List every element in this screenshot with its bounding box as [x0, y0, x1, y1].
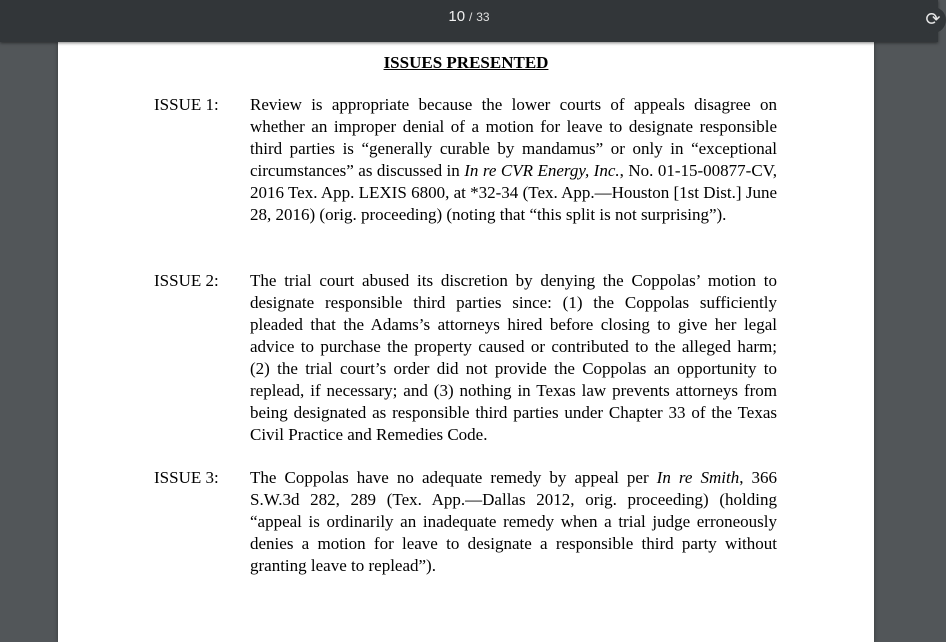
issue-text-run: , No. 01-15-00877-CV, 2016 Tex. App. LEXIS 6800, at *32-34 (Tex. App.—Houston [1st Dist.] June 28, 2016) (orig. proceeding) (noting that “this split is not surprising”).	[250, 161, 778, 224]
total-pages: 33	[476, 10, 490, 24]
issue-text-run: The trial court abused its discretion by denying the Coppolas’ motion to designate responsible third parties since: (1) the Coppolas sufficiently pleaded that the Adams’s attorneys hired before closing to give her legal advice to purchase the property caused or contributed to the alleged harm; (2) the trial court’s order did not provide the Coppolas an opportunity to replead, if necessary; and (3) nothing in Texas law prevents attorneys from being designated as responsible third parties under Chapter 33 of the Texas Civil Practice and Remedies Code.	[250, 271, 777, 444]
document-page	[58, 42, 874, 642]
issue-text-run: Review is appropriate because the lower courts of appeals disagree on whether an improper denial of a motion for leave to designate responsible third parties is “generally curable by mandamus” or only in “exceptional circumstances” as discussed in	[250, 95, 777, 180]
issue-text	[250, 94, 777, 226]
circle-arrow-icon: ⟳	[925, 9, 941, 30]
rotate-button[interactable]	[920, 7, 946, 33]
issue-label: ISSUE 2:	[154, 271, 219, 290]
issue-label: ISSUE 3:	[154, 468, 219, 487]
pdf-toolbar	[0, 0, 941, 42]
case-citation: In re Smith	[656, 468, 740, 487]
current-page-number[interactable]: 10	[448, 8, 466, 25]
issue-text-run: , 366 S.W.3d 282, 289 (Tex. App.—Dallas 2012, orig. proceeding) (holding “appeal is ordinarily an inadequate remedy when a trial judge erroneously denies a motion for leave to designate a responsible third party without granting leave to replead”).	[250, 468, 778, 575]
issue-text	[250, 467, 777, 577]
issue-text-run: The Coppolas have no adequate remedy by appeal per	[250, 468, 657, 487]
issue-text	[250, 270, 777, 446]
page-counter	[0, 8, 938, 25]
page-heading: ISSUES PRESENTED	[383, 53, 549, 72]
page-separator: /	[468, 10, 473, 24]
issue-label: ISSUE 1:	[154, 95, 219, 114]
case-citation: In re CVR Energy, Inc.	[464, 161, 620, 180]
